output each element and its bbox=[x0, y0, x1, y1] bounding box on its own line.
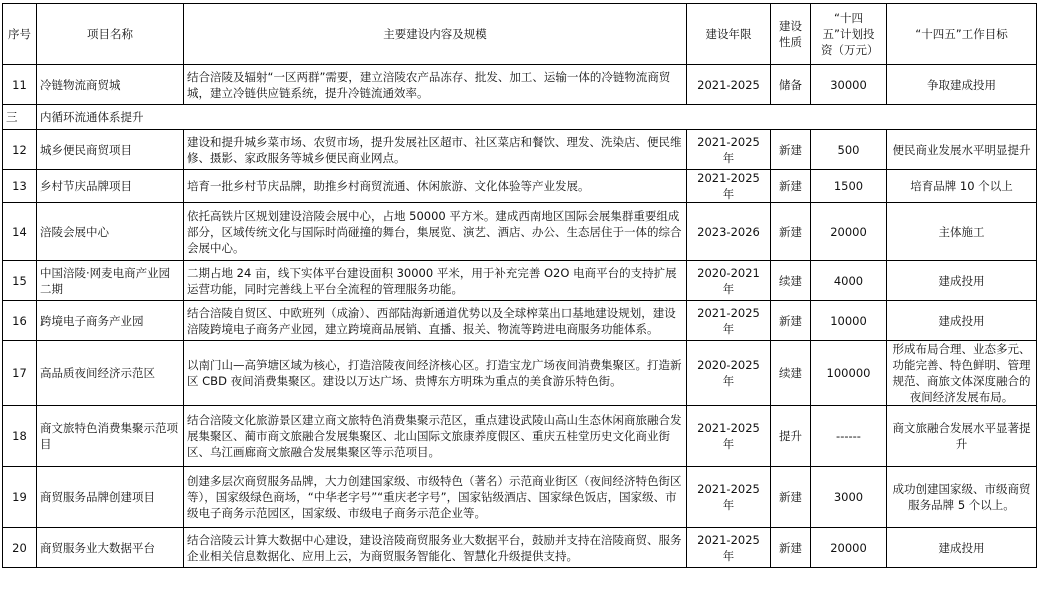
name-cell: 城乡便民商贸项目 bbox=[37, 130, 184, 170]
invest-cell: 30000 bbox=[811, 65, 887, 105]
table-row bbox=[3, 528, 1037, 568]
content-cell: 结合涪陵及辐射“一区两群”需要，建立涪陵农产品冻存、批发、加工、运输一体的冷链物流商贸城，建立冷链供应链系统，提升冷链流通效率。 bbox=[184, 65, 687, 105]
name-cell: 商贸服务品牌创建项目 bbox=[37, 467, 184, 528]
header-goal: “十四五”工作目标 bbox=[887, 4, 1037, 65]
table-body bbox=[3, 4, 1037, 568]
goal-cell: 建成投用 bbox=[887, 261, 1037, 301]
invest-cell: 20000 bbox=[811, 203, 887, 261]
seq-cell: 15 bbox=[3, 261, 37, 301]
nature-cell: 提升 bbox=[771, 406, 811, 467]
invest-cell: 10000 bbox=[811, 301, 887, 341]
name-cell: 商贸服务业大数据平台 bbox=[37, 528, 184, 568]
seq-cell: 三 bbox=[3, 105, 37, 130]
content-cell: 结合涪陵云计算大数据中心建设，建设涪陵商贸服务业大数据平台，鼓励并支持在涪陵商贸、服务企业相关信息数据化、应用上云，为商贸服务智能化、智慧化升级提供支持。 bbox=[184, 528, 687, 568]
seq-cell: 19 bbox=[3, 467, 37, 528]
invest-cell: ------ bbox=[811, 406, 887, 467]
seq-cell: 11 bbox=[3, 65, 37, 105]
header-nature: 建设性质 bbox=[771, 4, 811, 65]
table-row bbox=[3, 467, 1037, 528]
content-cell: 以南门山—高笋塘区域为核心，打造涪陵夜间经济核心区。打造宝龙广场夜间消费集聚区。打造新区 CBD 夜间消费集聚区。建设以万达广场、贵博东方明珠为重点的美食游乐特色街。 bbox=[184, 341, 687, 406]
invest-cell: 3000 bbox=[811, 467, 887, 528]
goal-cell: 建成投用 bbox=[887, 301, 1037, 341]
header-row bbox=[3, 4, 1037, 65]
content-cell: 结合涪陵自贸区、中欧班列（成渝）、西部陆海新通道优势以及全球榨菜出口基地建设规划，建设涪陵跨境电子商务产业园，建立跨境商品展销、直播、报关、物流等跨进电商服务功能体系。 bbox=[184, 301, 687, 341]
table-row bbox=[3, 170, 1037, 203]
name-cell: 乡村节庆品牌项目 bbox=[37, 170, 184, 203]
header-invest: “十四五”计划投资（万元） bbox=[811, 4, 887, 65]
invest-cell: 4000 bbox=[811, 261, 887, 301]
nature-cell: 新建 bbox=[771, 130, 811, 170]
name-cell: 商文旅特色消费集聚示范项目 bbox=[37, 406, 184, 467]
goal-cell: 建成投用 bbox=[887, 528, 1037, 568]
nature-cell: 新建 bbox=[771, 528, 811, 568]
period-cell: 2020-2021 年 bbox=[687, 261, 771, 301]
period-cell: 2020-2025 年 bbox=[687, 341, 771, 406]
invest-cell: 100000 bbox=[811, 341, 887, 406]
seq-cell: 16 bbox=[3, 301, 37, 341]
header-seq: 序号 bbox=[3, 4, 37, 65]
table-row bbox=[3, 301, 1037, 341]
goal-cell: 商文旅融合发展水平显著提升 bbox=[887, 406, 1037, 467]
content-cell: 依托高铁片区规划建设涪陵会展中心，占地 50000 平方米。建成西南地区国际会展集群重要组成部分，区域传统文化与国际时尚碰撞的舞台，集展览、演艺、酒店、办公、生态居住于一体的综合会展中心。 bbox=[184, 203, 687, 261]
name-cell: 高品质夜间经济示范区 bbox=[37, 341, 184, 406]
goal-cell: 便民商业发展水平明显提升 bbox=[887, 130, 1037, 170]
name-cell: 中国涪陵·网麦电商产业园二期 bbox=[37, 261, 184, 301]
goal-cell: 争取建成投用 bbox=[887, 65, 1037, 105]
content-cell: 培育一批乡村节庆品牌，助推乡村商贸流通、休闲旅游、文化体验等产业发展。 bbox=[184, 170, 687, 203]
projects-table bbox=[2, 3, 1037, 568]
content-cell: 建设和提升城乡菜市场、农贸市场，提升发展社区超市、社区菜店和餐饮、理发、洗染店、便民维修、摄影、家政服务等城乡便民商业网点。 bbox=[184, 130, 687, 170]
table-row bbox=[3, 65, 1037, 105]
nature-cell: 新建 bbox=[771, 301, 811, 341]
table-row bbox=[3, 341, 1037, 406]
goal-cell: 主体施工 bbox=[887, 203, 1037, 261]
section-title-cell: 内循环流通体系提升 bbox=[37, 105, 1037, 130]
period-cell: 2023-2026 bbox=[687, 203, 771, 261]
seq-cell: 13 bbox=[3, 170, 37, 203]
table-row bbox=[3, 406, 1037, 467]
nature-cell: 新建 bbox=[771, 170, 811, 203]
seq-cell: 20 bbox=[3, 528, 37, 568]
seq-cell: 18 bbox=[3, 406, 37, 467]
table-row bbox=[3, 130, 1037, 170]
nature-cell: 储备 bbox=[771, 65, 811, 105]
name-cell: 跨境电子商务产业园 bbox=[37, 301, 184, 341]
invest-cell: 500 bbox=[811, 130, 887, 170]
seq-cell: 17 bbox=[3, 341, 37, 406]
header-name: 项目名称 bbox=[37, 4, 184, 65]
period-cell: 2021-2025 年 bbox=[687, 130, 771, 170]
name-cell: 涪陵会展中心 bbox=[37, 203, 184, 261]
seq-cell: 12 bbox=[3, 130, 37, 170]
goal-cell: 成功创建国家级、市级商贸服务品牌 5 个以上。 bbox=[887, 467, 1037, 528]
invest-cell: 1500 bbox=[811, 170, 887, 203]
period-cell: 2021-2025 年 bbox=[687, 301, 771, 341]
content-cell: 结合涪陵文化旅游景区建立商文旅特色消费集聚示范区，重点建设武陵山高山生态休闲商旅融合发展集聚区、蔺市商文旅融合发展集聚区、北山国际文旅康养度假区、重庆五桂堂历史文化商业街区、乌江画廊商文旅融合发展集聚区等示范项目。 bbox=[184, 406, 687, 467]
header-content: 主要建设内容及规模 bbox=[184, 4, 687, 65]
invest-cell: 20000 bbox=[811, 528, 887, 568]
goal-cell: 培育品牌 10 个以上 bbox=[887, 170, 1037, 203]
content-cell: 二期占地 24 亩，线下实体平台建设面积 30000 平米，用于补充完善 O2O 电商平台的支持扩展运营功能，同时完善线上平台全流程的管理服务功能。 bbox=[184, 261, 687, 301]
period-cell: 2021-2025 年 bbox=[687, 170, 771, 203]
period-cell: 2021-2025 bbox=[687, 65, 771, 105]
nature-cell: 新建 bbox=[771, 467, 811, 528]
nature-cell: 续建 bbox=[771, 341, 811, 406]
period-cell: 2021-2025 年 bbox=[687, 467, 771, 528]
nature-cell: 新建 bbox=[771, 203, 811, 261]
period-cell: 2021-2025 年 bbox=[687, 406, 771, 467]
table-row bbox=[3, 261, 1037, 301]
content-cell: 创建多层次商贸服务品牌，大力创建国家级、市级特色（著名）示范商业街区（夜间经济特色街区等），国家级绿色商场，“中华老字号”“重庆老字号”，国家钻级酒店、国家绿色饭店，国家级、市级电子商务示范园区，国家级、市级电子商务示范企业等。 bbox=[184, 467, 687, 528]
name-cell: 冷链物流商贸城 bbox=[37, 65, 184, 105]
period-cell: 2021-2025 年 bbox=[687, 528, 771, 568]
table-row bbox=[3, 203, 1037, 261]
seq-cell: 14 bbox=[3, 203, 37, 261]
section-row bbox=[3, 105, 1037, 130]
header-period: 建设年限 bbox=[687, 4, 771, 65]
nature-cell: 续建 bbox=[771, 261, 811, 301]
goal-cell: 形成布局合理、业态多元、功能完善、特色鲜明、管理规范、商旅文体深度融合的夜间经济发展布局。 bbox=[887, 341, 1037, 406]
